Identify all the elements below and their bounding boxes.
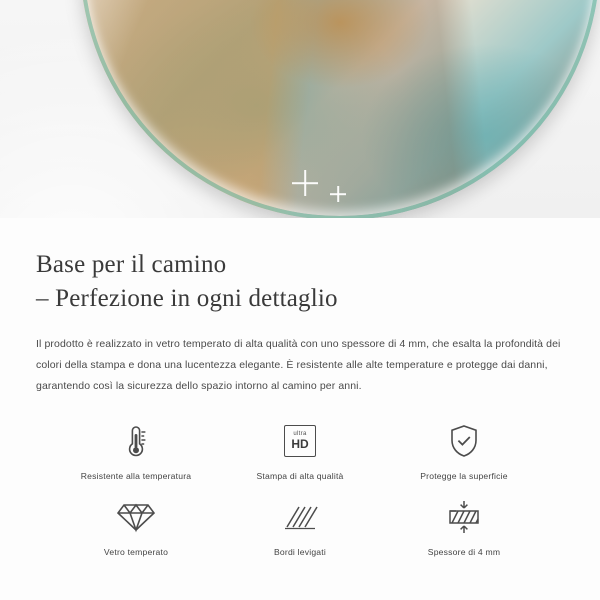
diamond-icon — [116, 495, 156, 539]
description-paragraph: Il prodotto è realizzato in vetro temperato di alta qualità con uno spessore di 4 mm, che esalta la profondità dei colori della stampa e dona una lucentezza elegante. È resistente alle alte temperature e protegge dai danni, garantendo così la sicurezza dello spazio intorno al camino per anni. — [36, 337, 561, 392]
feature-label: Resistente alla temperatura — [80, 470, 192, 481]
thickness-icon — [444, 495, 484, 539]
feature-label: Spessore di 4 mm — [427, 546, 501, 557]
feature-label: Protegge la superficie — [420, 470, 508, 481]
ultra-hd-icon — [284, 419, 316, 463]
feature-label: Vetro temperato — [103, 546, 169, 557]
feature-item-surface-protection — [382, 419, 546, 481]
polished-edges-icon — [281, 495, 319, 539]
ultra-hd-badge-top: ultra — [293, 431, 307, 437]
shield-check-icon — [446, 419, 482, 463]
page-title — [36, 248, 564, 316]
feature-item-polished-edges — [218, 495, 382, 557]
feature-item-temperature — [54, 419, 218, 481]
glass-plate-product-image — [80, 0, 600, 218]
ultra-hd-badge-bottom: HD — [291, 437, 309, 451]
feature-label: Stampa di alta qualità — [256, 470, 344, 481]
feature-grid — [36, 419, 564, 557]
feature-item-thickness — [382, 495, 546, 557]
page-title-line-1: Base per il camino — [36, 251, 227, 278]
feature-item-tempered-glass — [54, 495, 218, 557]
content-area — [0, 218, 600, 557]
feature-item-print-quality — [218, 419, 382, 481]
hero-image — [0, 0, 600, 218]
thermometer-icon — [119, 419, 153, 463]
page-title-line-2: – Perfezione in ogni dettaglio — [36, 284, 338, 312]
feature-label: Bordi levigati — [273, 546, 326, 557]
